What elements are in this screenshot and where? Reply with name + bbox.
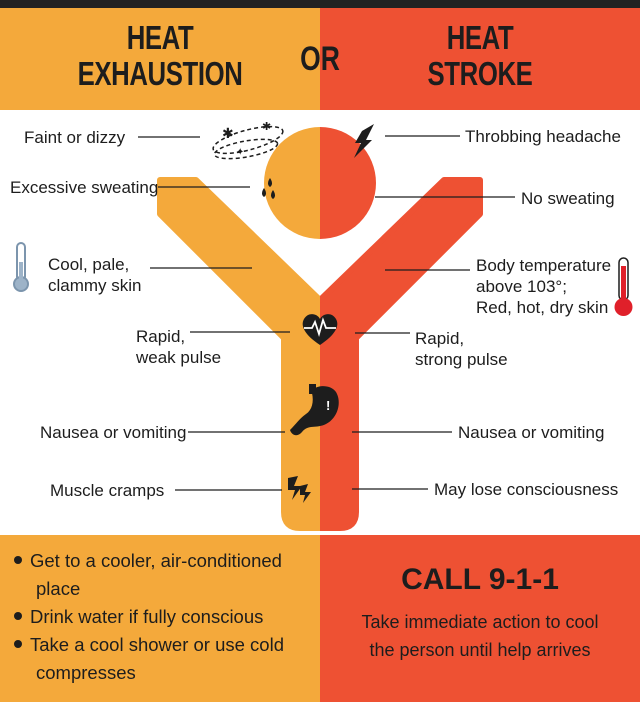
tip-cool-shower: Take a cool shower or use cold [14,631,284,660]
call-911-heading: CALL 9-1-1 [401,563,559,596]
exhaustion-actions-panel [0,535,320,702]
symptom-no-sweating: No sweating [521,189,615,208]
bullet-icon [14,612,22,620]
thermometer-hot-icon [615,258,633,316]
bullet-icon [14,640,22,648]
svg-text:✱: ✱ [262,121,272,133]
symptom-nausea-exhaustion: Nausea or vomiting [40,423,187,442]
svg-text:✦: ✦ [236,147,245,158]
symptom-lose-consciousness: May lose consciousness [434,480,619,499]
svg-text:✱: ✱ [222,125,234,141]
stroke-action-text-1: Take immediate action to cool [361,612,599,632]
tip-cooler-place: Get to a cooler, air-conditioned [14,547,282,576]
bullet-icon [14,556,22,564]
title-heat-exhaustion: HEAT EXHAUSTION [77,19,243,92]
title-heat-stroke: HEAT STROKE [427,19,533,92]
symptom-excessive-sweating: Excessive sweating [10,178,159,197]
or-label: OR [300,40,340,78]
thermometer-cool-icon [14,243,28,291]
tip-cool-shower-cont: compresses [36,662,136,683]
symptom-body-temperature: Body temperature above 103°; Red, hot, dry skin [476,256,612,317]
symptom-clammy-skin: Cool, pale, clammy skin [48,255,142,295]
symptom-throbbing-headache: Throbbing headache [465,127,621,146]
symptom-strong-pulse: Rapid, strong pulse [415,329,508,369]
symptom-nausea-stroke: Nausea or vomiting [458,423,605,442]
tip-cooler-place-cont: place [36,578,81,599]
svg-text:!: ! [326,398,331,413]
symptom-faint: Faint or dizzy [24,128,126,147]
symptom-muscle-cramps: Muscle cramps [50,481,165,500]
stroke-action-text-2: the person until help arrives [369,640,591,660]
tip-drink-water: Drink water if fully conscious [14,603,263,632]
symptom-weak-pulse: Rapid, weak pulse [136,327,222,367]
